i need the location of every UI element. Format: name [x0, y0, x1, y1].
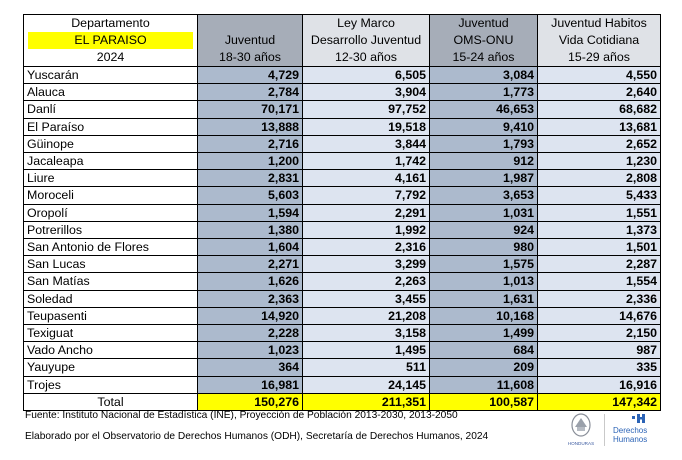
- value-cell: 1,495: [303, 342, 430, 359]
- value-cell: 1,631: [430, 290, 538, 307]
- municipality-name: Liure: [24, 170, 198, 187]
- value-cell: 46,653: [430, 101, 538, 118]
- value-cell: 70,171: [198, 101, 303, 118]
- table-row: [24, 325, 661, 342]
- value-cell: 14,676: [538, 307, 661, 324]
- municipality-name: Trojes: [24, 376, 198, 393]
- value-cell: 1,742: [303, 153, 430, 170]
- total-value-cell: 147,342: [538, 393, 661, 410]
- col-header-habitos-range: 15-29 años: [567, 50, 630, 64]
- value-cell: 1,987: [430, 170, 538, 187]
- department-title: Departamento: [71, 16, 150, 30]
- value-cell: 2,716: [198, 135, 303, 152]
- total-label: Total: [24, 393, 198, 410]
- table-row: [24, 307, 661, 324]
- value-cell: 511: [303, 359, 430, 376]
- col-header-juventud-range: 18-30 años: [218, 50, 281, 64]
- source-note: Fuente: Instituto Nacional de Estadística (INE), Proyección de Población 2013-2030, 2013-2050: [25, 410, 458, 421]
- value-cell: 2,336: [538, 290, 661, 307]
- value-cell: 364: [198, 359, 303, 376]
- municipality-name: Jacaleapa: [24, 153, 198, 170]
- department-name: EL PARAISO: [28, 32, 193, 49]
- value-cell: 4,729: [198, 67, 303, 84]
- value-cell: 1,031: [430, 204, 538, 221]
- municipality-name: Alauca: [24, 84, 198, 101]
- col-header-habitos-title: Juventud Habitos: [551, 16, 647, 30]
- value-cell: 912: [430, 153, 538, 170]
- value-cell: 11,608: [430, 376, 538, 393]
- value-cell: 7,792: [303, 187, 430, 204]
- municipality-name: Danlí: [24, 101, 198, 118]
- value-cell: 1,373: [538, 221, 661, 238]
- dh-line2: Humanos: [613, 435, 648, 444]
- value-cell: 1,551: [538, 204, 661, 221]
- value-cell: 9,410: [430, 118, 538, 135]
- value-cell: 13,681: [538, 118, 661, 135]
- value-cell: 3,455: [303, 290, 430, 307]
- municipality-name: Moroceli: [24, 187, 198, 204]
- municipality-name: San Matías: [24, 273, 198, 290]
- col-header-oms-onu-range: 15-24 años: [452, 50, 515, 64]
- value-cell: 987: [538, 342, 661, 359]
- value-cell: 4,161: [303, 170, 430, 187]
- table-row: [24, 67, 661, 84]
- value-cell: 97,752: [303, 101, 430, 118]
- col-header-juventud: [198, 15, 303, 67]
- value-cell: 684: [430, 342, 538, 359]
- value-cell: 2,652: [538, 135, 661, 152]
- table-row: [24, 221, 661, 238]
- value-cell: 68,682: [538, 101, 661, 118]
- table-row: [24, 101, 661, 118]
- table-row: [24, 118, 661, 135]
- municipality-name: Güinope: [24, 135, 198, 152]
- table-row: [24, 342, 661, 359]
- value-cell: 1,023: [198, 342, 303, 359]
- department-header: [24, 15, 198, 67]
- municipality-name: Texiguat: [24, 325, 198, 342]
- municipality-name: Potrerillos: [24, 221, 198, 238]
- value-cell: 209: [430, 359, 538, 376]
- col-header-oms-onu: [430, 15, 538, 67]
- header-row: [24, 15, 661, 67]
- value-cell: 13,888: [198, 118, 303, 135]
- value-cell: 5,603: [198, 187, 303, 204]
- value-cell: 335: [538, 359, 661, 376]
- table-row: [24, 135, 661, 152]
- value-cell: 1,773: [430, 84, 538, 101]
- value-cell: 1,992: [303, 221, 430, 238]
- total-value-cell: 211,351: [303, 393, 430, 410]
- value-cell: 5,433: [538, 187, 661, 204]
- value-cell: 2,831: [198, 170, 303, 187]
- value-cell: 1,626: [198, 273, 303, 290]
- value-cell: 3,299: [303, 256, 430, 273]
- municipality-name: Teupasenti: [24, 307, 198, 324]
- value-cell: 1,594: [198, 204, 303, 221]
- value-cell: 2,784: [198, 84, 303, 101]
- municipality-name: San Antonio de Flores: [24, 239, 198, 256]
- col-header-ley-marco: [303, 15, 430, 67]
- table-row: [24, 170, 661, 187]
- value-cell: 1,200: [198, 153, 303, 170]
- table-row: [24, 239, 661, 256]
- value-cell: 19,518: [303, 118, 430, 135]
- value-cell: 10,168: [430, 307, 538, 324]
- population-table: [23, 14, 661, 411]
- municipality-name: Oropolí: [24, 204, 198, 221]
- value-cell: 2,640: [538, 84, 661, 101]
- value-cell: 3,084: [430, 67, 538, 84]
- value-cell: 1,013: [430, 273, 538, 290]
- value-cell: 980: [430, 239, 538, 256]
- total-value-cell: 150,276: [198, 393, 303, 410]
- total-value-cell: 100,587: [430, 393, 538, 410]
- value-cell: 1,575: [430, 256, 538, 273]
- value-cell: 1,554: [538, 273, 661, 290]
- col-header-oms-onu-title: Juventud: [458, 16, 509, 30]
- col-header-ley-marco-title: Ley Marco: [337, 16, 395, 30]
- table-row: [24, 359, 661, 376]
- value-cell: 3,844: [303, 135, 430, 152]
- table-row: [24, 376, 661, 393]
- table-row: [24, 290, 661, 307]
- value-cell: 6,505: [303, 67, 430, 84]
- col-header-ley-marco-sub: Desarrollo Juventud: [310, 33, 422, 47]
- value-cell: 1,230: [538, 153, 661, 170]
- municipality-name: Vado Ancho: [24, 342, 198, 359]
- value-cell: 1,380: [198, 221, 303, 238]
- table-row: [24, 256, 661, 273]
- municipality-name: Yauyupe: [24, 359, 198, 376]
- derechos-humanos-logo-icon: [610, 412, 670, 450]
- value-cell: 1,793: [430, 135, 538, 152]
- col-header-oms-onu-sub: OMS-ONU: [453, 33, 514, 47]
- value-cell: 14,920: [198, 307, 303, 324]
- value-cell: 2,316: [303, 239, 430, 256]
- logos: [560, 408, 672, 452]
- table-row: [24, 273, 661, 290]
- value-cell: 2,271: [198, 256, 303, 273]
- credit-note: Elaborado por el Observatorio de Derechos Humanos (ODH), Secretaría de Derechos Humanos, 2024: [25, 431, 489, 442]
- logo-divider: [604, 414, 605, 446]
- municipality-name: Soledad: [24, 290, 198, 307]
- value-cell: 24,145: [303, 376, 430, 393]
- col-header-habitos: [538, 15, 661, 67]
- value-cell: 924: [430, 221, 538, 238]
- table-row: [24, 84, 661, 101]
- municipality-name: San Lucas: [24, 256, 198, 273]
- value-cell: 3,158: [303, 325, 430, 342]
- value-cell: 1,604: [198, 239, 303, 256]
- value-cell: 21,208: [303, 307, 430, 324]
- value-cell: 1,501: [538, 239, 661, 256]
- honduras-seal-icon: [566, 410, 596, 450]
- value-cell: 2,291: [303, 204, 430, 221]
- value-cell: 3,904: [303, 84, 430, 101]
- value-cell: 4,550: [538, 67, 661, 84]
- value-cell: 16,916: [538, 376, 661, 393]
- municipality-name: Yuscarán: [24, 67, 198, 84]
- table-row: [24, 204, 661, 221]
- col-header-juventud-title: Juventud: [224, 33, 276, 47]
- value-cell: 2,808: [538, 170, 661, 187]
- value-cell: 2,150: [538, 325, 661, 342]
- table-row: [24, 187, 661, 204]
- municipality-name: El Paraíso: [24, 118, 198, 135]
- value-cell: 2,228: [198, 325, 303, 342]
- value-cell: 3,653: [430, 187, 538, 204]
- table-row: [24, 153, 661, 170]
- col-header-ley-marco-range: 12-30 años: [334, 50, 397, 64]
- seal-caption: HONDURAS: [567, 441, 595, 446]
- year-label: 2024: [96, 50, 125, 64]
- col-header-habitos-sub: Vida Cotidiana: [558, 33, 640, 47]
- value-cell: 2,363: [198, 290, 303, 307]
- value-cell: 2,287: [538, 256, 661, 273]
- value-cell: 16,981: [198, 376, 303, 393]
- dh-line1: Derechos: [613, 426, 648, 435]
- value-cell: 1,499: [430, 325, 538, 342]
- value-cell: 2,263: [303, 273, 430, 290]
